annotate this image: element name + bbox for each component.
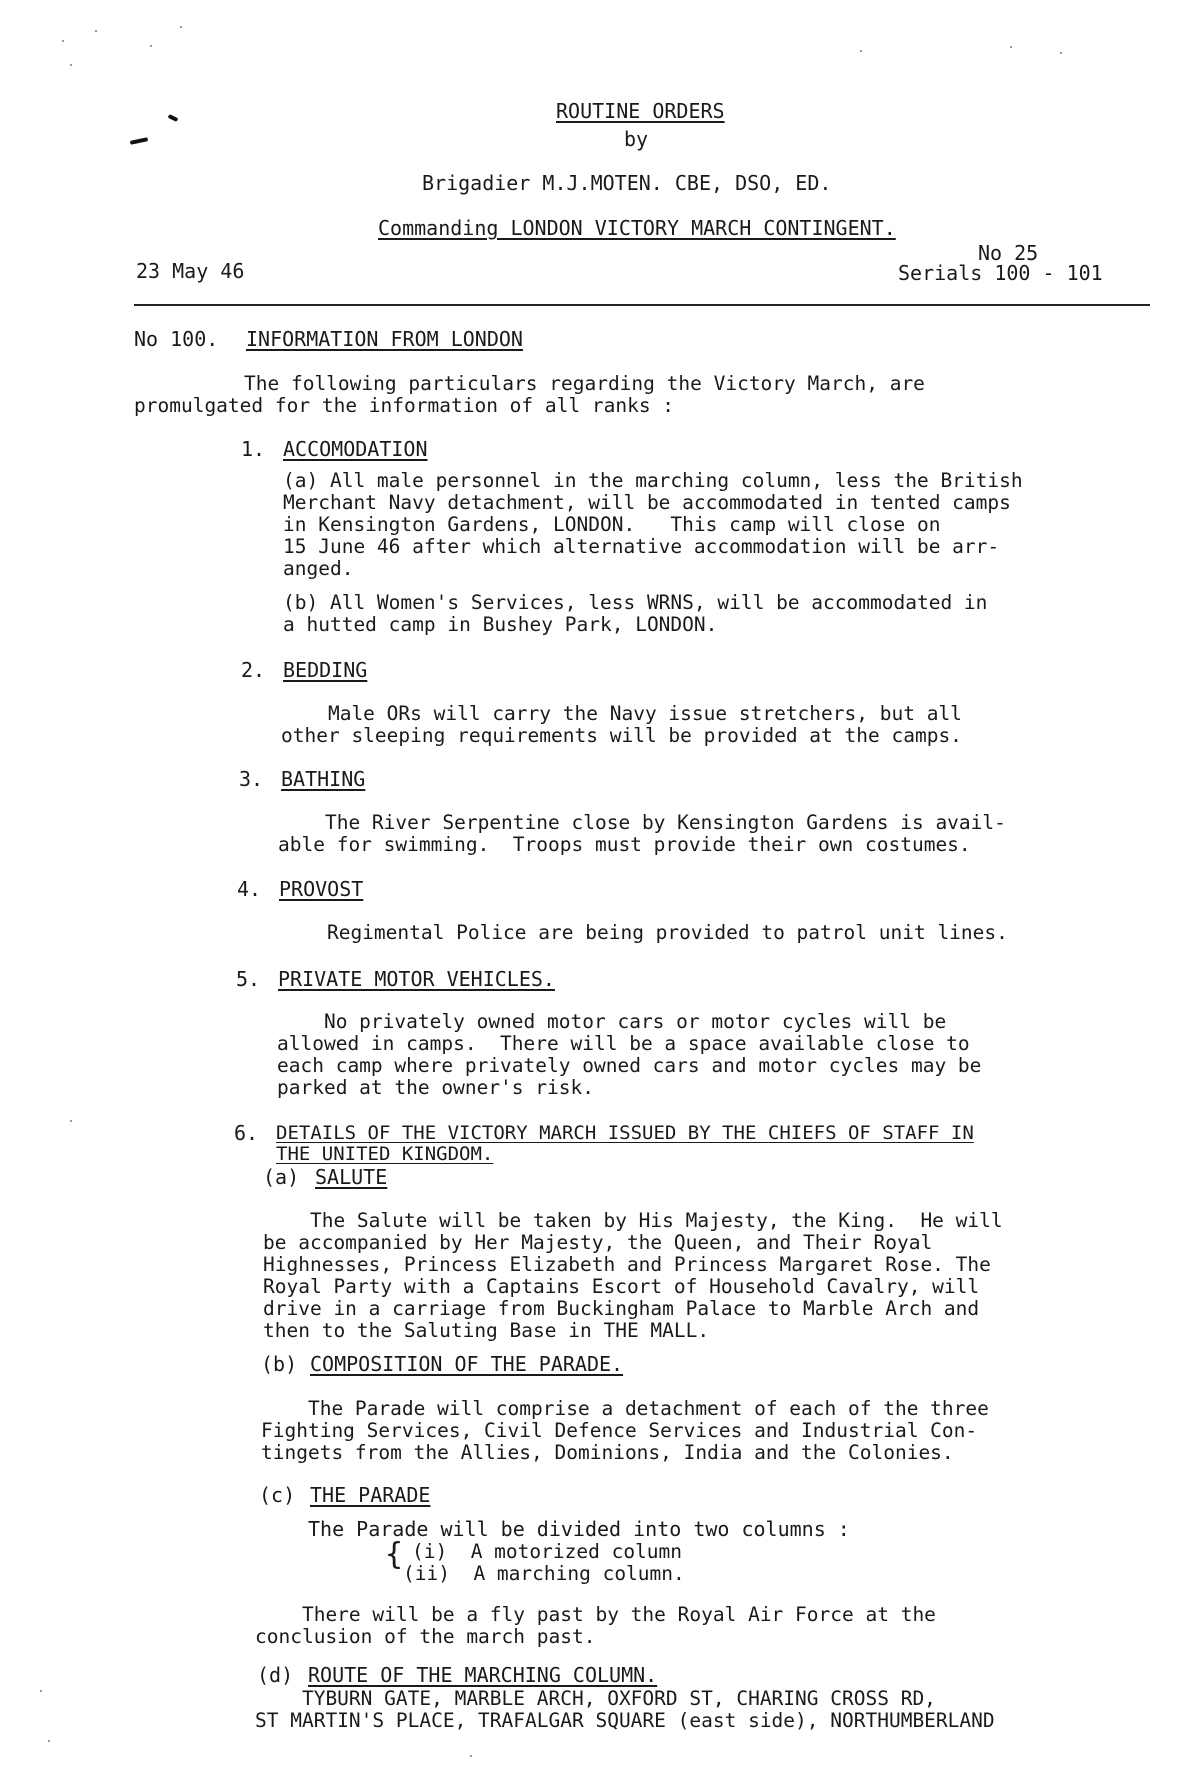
vehicles-paragraph [277,1011,981,1099]
by-line: by [624,127,649,151]
order-date: 23 May 46 [136,259,245,283]
paragraph-line: be accompanied by Her Majesty, the Queen, and Their Royal [263,1231,933,1254]
scan-speck [1060,52,1062,54]
section-number: 4. [237,877,262,901]
paragraph-line: drive in a carriage from Buckingham Palace to Marble Arch and [263,1297,980,1320]
paragraph-line: other sleeping requirements will be provided at the camps. [281,724,962,747]
subsection-title-salute: SALUTE [315,1165,388,1189]
scan-speck [70,1120,72,1122]
paragraph-line: Male ORs will carry the Navy issue stretchers, but all [281,702,962,725]
section-number: 6. [234,1121,259,1145]
paragraph-line: (b) All Women's Services, less WRNS, will be accommodated in [283,591,988,614]
paragraph-line: allowed in camps. There will be a space available close to [277,1032,970,1055]
scan-speck [40,1690,42,1692]
subsection-label: (d) [257,1663,294,1687]
issuer-name: Brigadier M.J.MOTEN. CBE, DSO, ED. [422,171,832,195]
scan-speck [150,45,152,47]
accomodation-paragraph-b [283,592,987,636]
paragraph-line: conclusion of the march past. [255,1625,596,1648]
paragraph-line: (a) All male personnel in the marching column, less the British [283,469,1023,492]
paragraph-line: Royal Party with a Captains Escort of Household Cavalry, will [263,1275,980,1298]
parade-intro: The Parade will be divided into two columns : [308,1517,850,1541]
paragraph-line: ST MARTIN'S PLACE, TRAFALGAR SQUARE (east side), NORTHUMBERLAND [255,1709,995,1732]
list-item: (ii) A marching column. [403,1562,685,1585]
subsection-label: (b) [261,1352,298,1376]
serials-range: Serials 100 - 101 [898,261,1103,285]
paragraph-line: There will be a fly past by the Royal Air Force at the [255,1603,936,1626]
bedding-paragraph [281,703,962,747]
bathing-paragraph [278,812,1006,856]
salute-paragraph [263,1210,1003,1342]
scan-speck [62,40,64,42]
brace-glyph: { [385,1537,404,1572]
paragraph-line: Highnesses, Princess Elizabeth and Princess Margaret Rose. The [263,1253,991,1276]
header-divider [134,304,1150,306]
intro-line: The following particulars regarding the Victory March, are [244,372,925,395]
scan-speck [180,26,182,28]
accomodation-paragraph-a [283,470,1023,580]
parade-columns-list [403,1541,685,1585]
subsection-title-route: ROUTE OF THE MARCHING COLUMN. [308,1663,658,1687]
ink-mark [130,137,148,145]
paragraph-line: The Salute will be taken by His Majesty, the King. He will [263,1209,1003,1232]
paragraph-line: The River Serpentine close by Kensington Gardens is avail- [278,811,1006,834]
section-number: 2. [241,658,266,682]
section-title-details: DETAILS OF THE VICTORY MARCH ISSUED BY THE CHIEFS OF STAFF IN [276,1122,974,1144]
section-title-bedding: BEDDING [283,658,368,682]
paragraph-line: tingets from the Allies, Dominions, India and the Colonies. [261,1441,954,1464]
command-line: Commanding LONDON VICTORY MARCH CONTINGENT. [378,216,896,240]
section-title-private-motor-vehicles: PRIVATE MOTOR VEHICLES. [278,967,555,991]
paragraph-line: in Kensington Gardens, LONDON. This camp will close on [283,513,941,536]
scan-speck [1010,46,1012,48]
subsection-title-the-parade: THE PARADE [310,1483,431,1507]
paragraph-line: The Parade will comprise a detachment of each of the three [261,1397,989,1420]
scan-speck [95,30,97,32]
paragraph-line: parked at the owner's risk. [277,1076,594,1099]
section-title-bathing: BATHING [281,767,366,791]
route-paragraph [255,1688,995,1732]
ink-mark [168,114,179,122]
section-number: 3. [239,767,264,791]
order-number: No 25 [978,241,1039,265]
provost-paragraph [280,922,1008,944]
section-number: 5. [236,967,261,991]
section-number: 1. [241,437,266,461]
paragraph-line: then to the Saluting Base in THE MALL. [263,1319,710,1342]
paragraph-line: Regimental Police are being provided to patrol unit lines. [280,921,1008,944]
paragraph-line: anged. [283,557,354,580]
serial-number: No 100. [134,327,219,351]
subsection-label: (a) [263,1165,300,1189]
paragraph-line: 15 June 46 after which alternative accommodation will be arr- [283,535,1000,558]
paragraph-line: a hutted camp in Bushey Park, LONDON. [283,613,718,636]
composition-paragraph [261,1398,989,1464]
paragraph-line: TYBURN GATE, MARBLE ARCH, OXFORD ST, CHARING CROSS RD, [255,1687,936,1710]
section-title-details-cont: THE UNITED KINGDOM. [276,1143,494,1165]
paragraph-line: able for swimming. Troops must provide their own costumes. [278,833,971,856]
paragraph-line: Merchant Navy detachment, will be accommodated in tented camps [283,491,1011,514]
section-title-accomodation: ACCOMODATION [283,437,428,461]
intro-line: promulgated for the information of all ranks : [134,394,675,417]
serial-heading: INFORMATION FROM LONDON [246,327,523,351]
paragraph-line: No privately owned motor cars or motor cycles will be [277,1010,947,1033]
scan-speck [860,50,862,52]
list-item: (i) A motorized column [412,1540,683,1563]
scan-speck [470,1755,472,1757]
subsection-label: (c) [259,1483,296,1507]
document-title: ROUTINE ORDERS [556,99,725,123]
scan-speck [48,1740,50,1742]
paragraph-line: Fighting Services, Civil Defence Services and Industrial Con- [261,1419,978,1442]
subsection-title-composition: COMPOSITION OF THE PARADE. [310,1352,624,1376]
paragraph-line: each camp where privately owned cars and motor cycles may be [277,1054,982,1077]
scan-speck [70,64,72,66]
fly-past-paragraph [255,1604,936,1648]
intro-paragraph [134,373,925,417]
section-title-provost: PROVOST [279,877,364,901]
